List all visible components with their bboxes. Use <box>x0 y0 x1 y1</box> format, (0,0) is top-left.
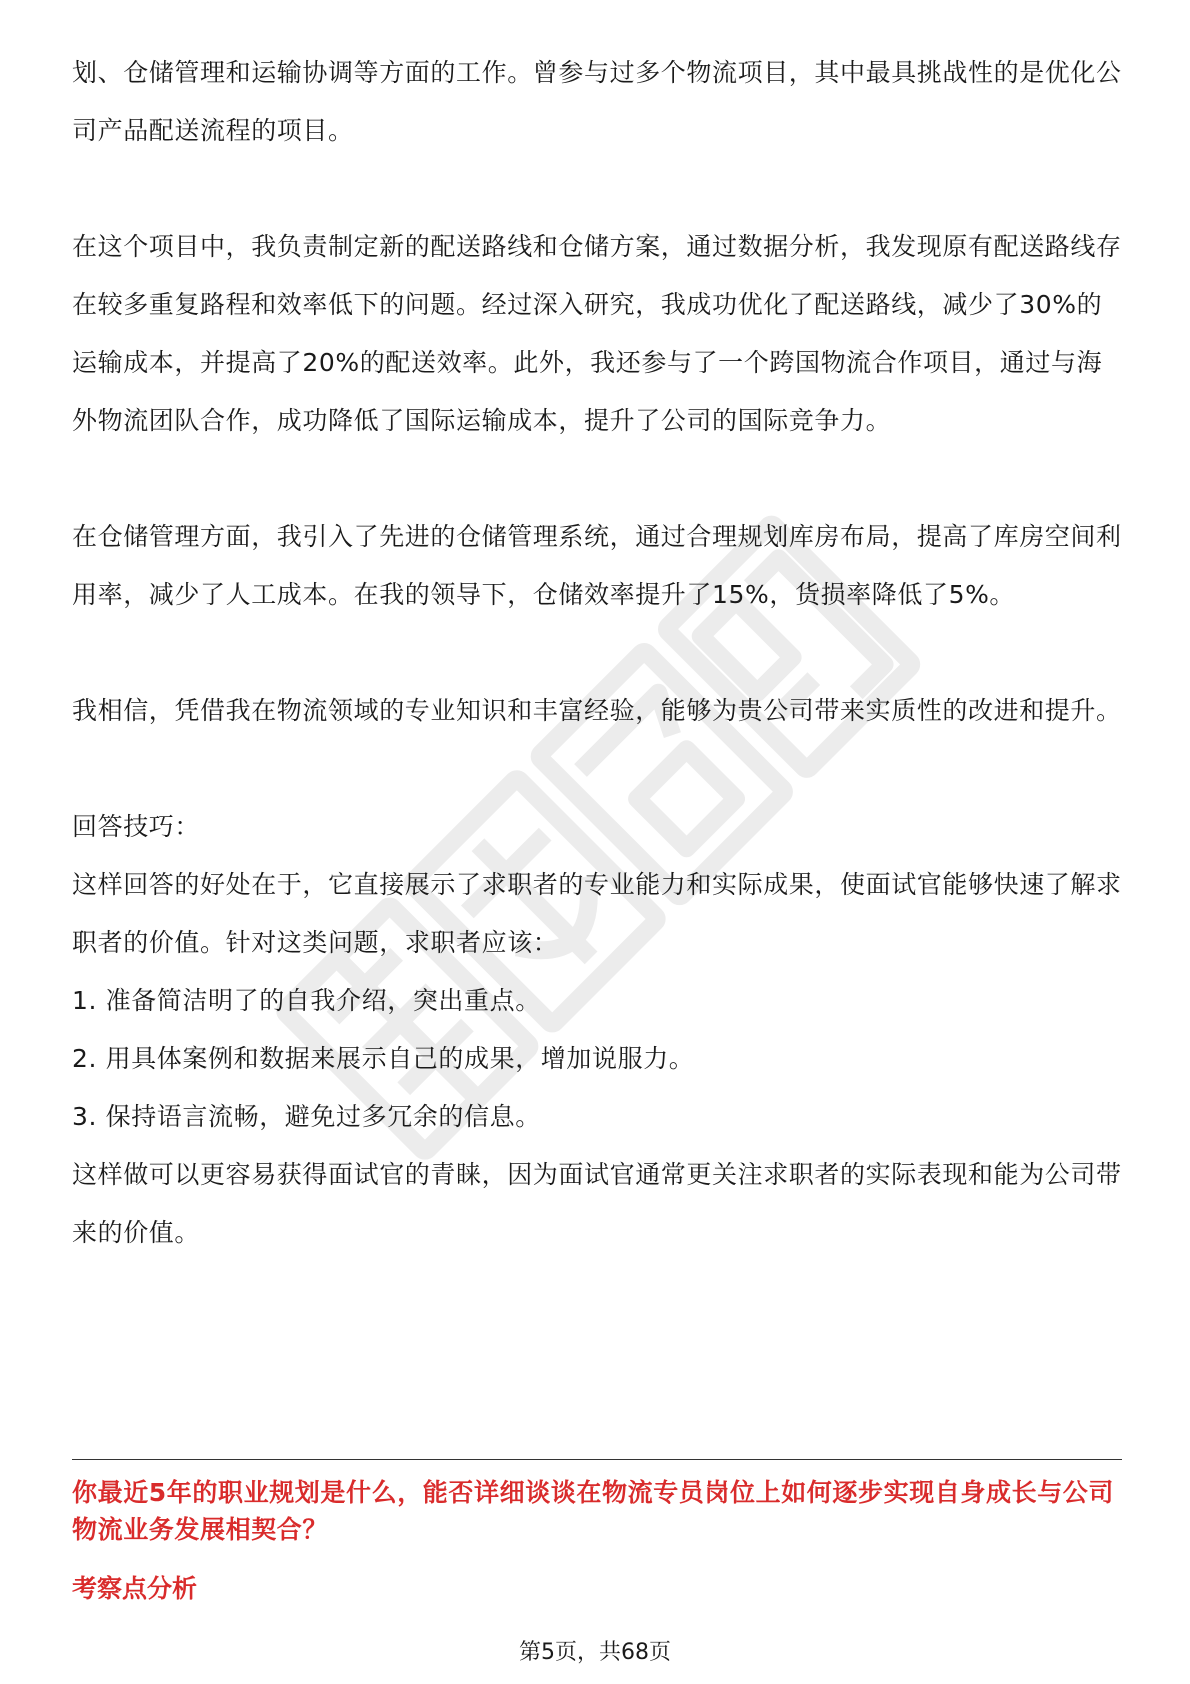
section-divider <box>72 1459 1122 1460</box>
paragraph-3: 在仓储管理方面，我引入了先进的仓储管理系统，通过合理规划库房布局，提高了库房空间利用率，减少了人工成本。在我的领导下，仓储效率提升了15%，货损率降低了5%。 <box>72 522 1122 609</box>
paragraph-2: 在这个项目中，我负责制定新的配送路线和仓储方案，通过数据分析，我发现原有配送路线存在较多重复路程和效率低下的问题。经过深入研究，我成功优化了配送路线，减少了30%的运输成本，并提高了20%的配送效率。此外，我还参与了一个跨国物流合作项目，通过与海外物流团队合作，成功降低了国际运输成本，提升了公司的国际竞争力。 <box>72 232 1122 435</box>
paragraph-1: 划、仓储管理和运输协调等方面的工作。曾参与过多个物流项目，其中最具挑战性的是优化公司产品配送流程的项目。 <box>72 58 1122 145</box>
tips-conclusion: 这样做可以更容易获得面试官的青睐，因为面试官通常更关注求职者的实际表现和能为公司带来的价值。 <box>72 1160 1122 1247</box>
next-question: 你最近5年的职业规划是什么，能否详细谈谈在物流专员岗位上如何逐步实现自身成长与公司物流业务发展相契合？ <box>72 1478 1114 1544</box>
answer-tips <box>72 798 1122 1262</box>
document-body <box>72 44 1122 1262</box>
section-title: 考察点分析 <box>72 1574 198 1603</box>
tips-item-3: 3. 保持语言流畅，避免过多冗余的信息。 <box>72 1102 541 1131</box>
paragraph-4: 我相信，凭借我在物流领域的专业知识和丰富经验，能够为贵公司带来实质性的改进和提升。 <box>72 696 1122 725</box>
tips-item-1: 1. 准备简洁明了的自我介绍，突出重点。 <box>72 986 541 1015</box>
tips-intro: 这样回答的好处在于，它直接展示了求职者的专业能力和实际成果，使面试官能够快速了解求职者的价值。针对这类问题，求职者应该： <box>72 870 1122 957</box>
tips-item-2: 2. 用具体案例和数据来展示自己的成果，增加说服力。 <box>72 1044 695 1073</box>
page-number: 第5页，共68页 <box>519 1640 671 1665</box>
tips-heading: 回答技巧： <box>72 812 201 841</box>
